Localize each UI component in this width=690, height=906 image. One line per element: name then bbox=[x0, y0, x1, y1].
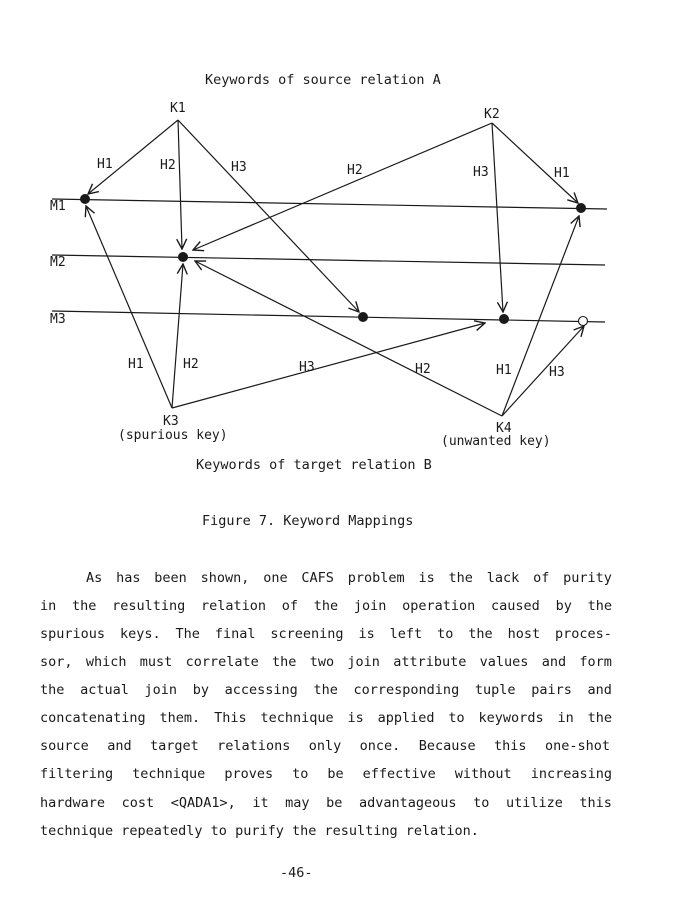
paragraph-word: been bbox=[154, 570, 187, 586]
paragraph-word: correlate bbox=[185, 654, 259, 670]
paragraph-word: keywords bbox=[478, 710, 544, 726]
edge-k2-m1 bbox=[492, 123, 578, 203]
paragraph-word: CAFS bbox=[301, 570, 334, 586]
paragraph-word: only bbox=[308, 738, 342, 754]
edge-label-k2-h2: H2 bbox=[347, 163, 363, 178]
paragraph-word: the bbox=[468, 626, 493, 642]
node-m1-a bbox=[80, 194, 90, 204]
paragraph-word: As bbox=[86, 570, 103, 586]
paragraph-word: relation bbox=[201, 598, 267, 614]
key-label-k2: K2 bbox=[484, 107, 500, 122]
paragraph-word: utilize bbox=[505, 795, 563, 811]
edge-label-k1-h1: H1 bbox=[97, 157, 113, 172]
paragraph-word: increasing bbox=[530, 766, 612, 782]
paragraph-word: keys. bbox=[119, 626, 161, 642]
paragraph-word: proces- bbox=[555, 626, 612, 642]
row-line-m2 bbox=[52, 255, 605, 265]
paragraph-word: must bbox=[139, 654, 173, 670]
key-note-k3: (spurious key) bbox=[118, 428, 228, 443]
edge-k2-m2 bbox=[193, 123, 492, 250]
paragraph-line bbox=[40, 710, 612, 726]
paragraph-word: one-shot bbox=[544, 738, 610, 754]
paragraph-word: This bbox=[214, 710, 247, 726]
paragraph-word: problem bbox=[347, 570, 405, 586]
paragraph-word: two bbox=[309, 654, 335, 670]
paragraph-word: may bbox=[285, 795, 310, 811]
paragraph-word: be bbox=[326, 795, 343, 811]
paragraph-word: in bbox=[40, 598, 57, 614]
edge-k4-m1 bbox=[502, 216, 579, 416]
paragraph-word: operation bbox=[402, 598, 476, 614]
paragraph-word: corresponding bbox=[353, 682, 460, 698]
paragraph-word: join bbox=[353, 598, 387, 614]
paragraph-word: resulting bbox=[112, 598, 186, 614]
paragraph-word: without bbox=[454, 766, 512, 782]
key-label-k4: K4 bbox=[496, 421, 512, 436]
paragraph-word: caused bbox=[491, 598, 540, 614]
paragraph-word: in bbox=[557, 710, 574, 726]
paragraph-word: join bbox=[347, 654, 380, 670]
edge-k2-m3 bbox=[492, 123, 503, 312]
paragraph-line bbox=[40, 766, 612, 782]
edge-label-k4-h3: H3 bbox=[549, 365, 565, 380]
paragraph-word: purity bbox=[563, 570, 612, 586]
edge-label-k3-h3: H3 bbox=[299, 360, 315, 375]
paragraph-word: shown, bbox=[200, 570, 250, 586]
paragraph-word: the bbox=[587, 598, 612, 614]
edge-label-k4-h2: H2 bbox=[415, 362, 431, 377]
paragraph-word: which bbox=[85, 654, 127, 670]
paragraph-line bbox=[40, 626, 612, 642]
edge-label-k3-h1: H1 bbox=[128, 357, 144, 372]
paragraph-word: is bbox=[418, 570, 435, 586]
paragraph-word: advantageous bbox=[358, 795, 457, 811]
paragraph-word: the bbox=[313, 682, 338, 698]
paragraph-word: lack bbox=[486, 570, 520, 586]
paragraph-word: is bbox=[358, 626, 375, 642]
paragraph-word: applied bbox=[377, 710, 435, 726]
edge-k3-m3 bbox=[172, 323, 485, 408]
paragraph-line bbox=[40, 682, 612, 698]
paragraph-word: and bbox=[541, 654, 567, 670]
edge-k1-m2 bbox=[178, 120, 182, 249]
paragraph-word: one bbox=[263, 570, 288, 586]
paragraph-word: technique bbox=[132, 766, 206, 782]
paragraph-word: and bbox=[587, 682, 612, 698]
paragraph-word: the bbox=[272, 654, 297, 670]
row-line-m1 bbox=[52, 199, 607, 209]
paragraph-word: to bbox=[448, 710, 465, 726]
paragraph-word: of bbox=[281, 598, 299, 614]
paragraph-word: and bbox=[107, 738, 132, 754]
paragraph-word: final bbox=[214, 626, 256, 642]
paragraph-word: concatenating bbox=[40, 710, 146, 726]
paragraph-word: hardware bbox=[40, 795, 106, 811]
paragraph-word: proves bbox=[224, 766, 274, 782]
edge-label-k1-h3: H3 bbox=[231, 160, 247, 175]
key-note-k4: (unwanted key) bbox=[441, 434, 551, 449]
paragraph-word: join bbox=[144, 682, 178, 698]
paragraph-word: host bbox=[507, 626, 541, 642]
paragraph-word: the bbox=[72, 598, 97, 614]
paragraph-word: it bbox=[252, 795, 269, 811]
paragraph-word: left bbox=[389, 626, 423, 642]
paragraph-word: be bbox=[327, 766, 344, 782]
edge-k3-m2 bbox=[172, 264, 183, 408]
edge-k4-m3 bbox=[502, 326, 584, 416]
paragraph-word: tuple bbox=[474, 682, 516, 698]
paragraph-word: Because bbox=[418, 738, 476, 754]
paragraph-word: has bbox=[116, 570, 141, 586]
paragraph-word: the bbox=[448, 570, 473, 586]
paragraph-word: once. bbox=[359, 738, 401, 754]
node-m1-b bbox=[576, 203, 586, 213]
paragraph-word: effective bbox=[362, 766, 436, 782]
paragraph-word: target bbox=[149, 738, 199, 754]
paragraph-word: values bbox=[479, 654, 529, 670]
paragraph-word: sor, bbox=[40, 654, 73, 670]
edge-label-k3-h2: H2 bbox=[183, 357, 199, 372]
paragraph-line bbox=[40, 738, 610, 754]
paragraph-word: the bbox=[40, 682, 65, 698]
node-m2-a bbox=[178, 252, 188, 262]
figure-title: Keywords of source relation A bbox=[205, 72, 441, 88]
paragraph-word: this bbox=[579, 795, 612, 811]
paragraph-word: this bbox=[494, 738, 527, 754]
paragraph-word: spurious bbox=[40, 626, 106, 642]
paragraph-word: source bbox=[40, 738, 89, 754]
paragraph-word: actual bbox=[80, 682, 129, 698]
paragraph-word: to bbox=[437, 626, 454, 642]
paragraph-line: technique repeatedly to purify the resulting relation. bbox=[40, 823, 479, 839]
paragraph-word: screening bbox=[270, 626, 344, 642]
node-m3-a bbox=[358, 312, 368, 322]
paragraph-word: the bbox=[587, 710, 612, 726]
paragraph-word: attribute bbox=[393, 654, 467, 670]
key-label-k3: K3 bbox=[163, 414, 179, 429]
paragraph-word: them. bbox=[159, 710, 201, 726]
paragraph-word: of bbox=[533, 570, 550, 586]
paragraph-line bbox=[86, 570, 612, 586]
edge-label-k4-h1: H1 bbox=[496, 363, 512, 378]
paragraph-word: technique bbox=[260, 710, 334, 726]
edge-k1-m3 bbox=[178, 120, 359, 312]
figure-subtitle: Keywords of target relation B bbox=[196, 457, 432, 473]
paragraph-word: filtering bbox=[40, 766, 114, 782]
paragraph-word: relations bbox=[217, 738, 291, 754]
paragraph-word: is bbox=[347, 710, 364, 726]
paragraph-line bbox=[40, 654, 612, 670]
page-number: -46- bbox=[280, 865, 313, 881]
row-label-m1: M1 bbox=[50, 199, 66, 214]
paragraph-word: form bbox=[579, 654, 612, 670]
edge-label-k2-h1: H1 bbox=[554, 166, 570, 181]
edge-k4-m2 bbox=[195, 261, 502, 416]
paragraph-word: accessing bbox=[224, 682, 298, 698]
edge-label-k1-h2: H2 bbox=[160, 158, 176, 173]
paragraph-word: by bbox=[192, 682, 209, 698]
paragraph-word: The bbox=[175, 626, 200, 642]
paragraph-word: cost bbox=[121, 795, 155, 811]
paragraph-word: to bbox=[473, 795, 490, 811]
paragraph-line bbox=[40, 598, 612, 614]
paragraph-word: to bbox=[292, 766, 309, 782]
edge-k3-m1 bbox=[86, 206, 172, 408]
row-label-m3: M3 bbox=[50, 312, 66, 327]
paragraph-word: pairs bbox=[531, 682, 572, 698]
paragraph-word: by bbox=[555, 598, 572, 614]
figure-caption: Figure 7. Keyword Mappings bbox=[202, 513, 414, 529]
row-label-m2: M2 bbox=[50, 255, 66, 270]
node-m3-b bbox=[499, 314, 509, 324]
paragraph-word: the bbox=[313, 598, 339, 614]
paragraph-word: <QADA1>, bbox=[170, 795, 236, 811]
node-m3-empty bbox=[579, 317, 588, 326]
edge-label-k2-h3: H3 bbox=[473, 165, 489, 180]
key-label-k1: K1 bbox=[170, 101, 186, 116]
paragraph-line bbox=[40, 795, 612, 811]
